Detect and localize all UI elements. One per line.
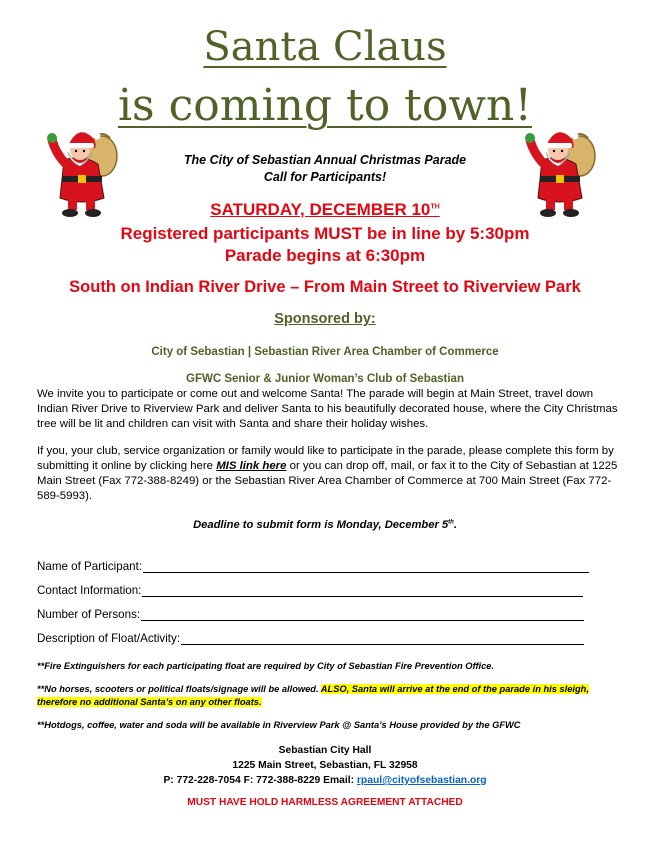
intro-line-2: Call for Participants!: [263, 170, 387, 184]
participant-name-line[interactable]: [143, 560, 589, 573]
participation-paragraph: [37, 444, 621, 504]
contact-information-line[interactable]: [142, 584, 583, 597]
deadline-period: .: [453, 519, 457, 531]
mis-link[interactable]: MIS link here: [216, 460, 287, 472]
event-times: [0, 223, 650, 267]
title-line-1: Santa Claus: [203, 24, 447, 70]
hold-harmless-notice: MUST HAVE HOLD HARMLESS AGREEMENT ATTACHED: [187, 797, 463, 808]
field-persons-label: Number of Persons:: [37, 608, 141, 621]
field-description-label: Description of Float/Activity:: [37, 632, 181, 645]
invite-paragraph: We invite you to participate or come out and welcome Santa! The parade will begin at Main Street, travel down Indian River Drive to Riverview Park and deliver Santa to his beautifully decorated house, where the City Christmas tree will be lit and children can visit with Santa and share their holiday wishes.: [37, 388, 618, 430]
note-santa-sleigh-highlight: ALSO, Santa will arrive at the end of the parade in his sleigh, therefore no additional Santa’s on any other floats.: [37, 684, 589, 707]
field-participant-name: [37, 560, 589, 573]
intro-block: [0, 152, 650, 186]
float-description-line[interactable]: [181, 632, 584, 645]
event-date-text: SATURDAY, DECEMBER 10: [210, 200, 431, 219]
contact-name: Sebastian City Hall: [278, 745, 372, 756]
event-date-suffix: TH: [430, 203, 440, 211]
sponsor-line-1: City of Sebastian | Sebastian River Area Chamber of Commerce: [151, 346, 499, 358]
participation-text-before: If you, your club, service organization or family would like to participate in the parade, please complete this form by submitting it online by clicking here: [37, 445, 614, 472]
contact-phone-fax: P: 772-228-7054 F: 772-388-8229 Email:: [163, 775, 357, 786]
contact-phones: [0, 773, 650, 788]
parade-start-time: Parade begins at 6:30pm: [224, 246, 426, 265]
field-number-of-persons: [37, 608, 584, 621]
field-float-description: [37, 632, 584, 645]
sponsors-heading: Sponsored by:: [274, 311, 376, 327]
field-contact-label: Contact Information:: [37, 584, 142, 597]
contact-email-link[interactable]: rpaul@cityofsebastian.org: [356, 775, 487, 786]
note-refreshments: **Hotdogs, coffee, water and soda will be available in Riverview Park @ Santa’s House provided by the GFWC: [37, 720, 521, 730]
number-of-persons-line[interactable]: [141, 608, 584, 621]
contact-address: 1225 Main Street, Sebastian, FL 32958: [232, 760, 418, 771]
event-date: [0, 200, 650, 220]
deadline-notice: [0, 519, 650, 531]
deadline-suffix: th: [448, 519, 454, 526]
sponsor-line-2: GFWC Senior & Junior Woman’s Club of Sebastian: [186, 373, 464, 385]
note-fire-extinguishers: **Fire Extinguishers for each participating float are required by City of Sebastian Fire Prevention Office.: [37, 661, 495, 671]
deadline-text: Deadline to submit form is Monday, December 5: [193, 519, 449, 531]
intro-line-1: The City of Sebastian Annual Christmas Parade: [183, 153, 467, 167]
title-line-2: is coming to town!: [117, 80, 533, 131]
participation-text-after: or you can drop off, mail, or fax it to the City of Sebastian at 1225 Main Street (Fax 772-388-8249) or the Sebastian River Area Chamber of Commerce at 700 Main Street (Fax 772-589-5993).: [37, 460, 618, 502]
note-no-horses-text: **No horses, scooters or political floats/signage will be allowed.: [37, 684, 321, 694]
field-contact-information: [37, 584, 583, 597]
parade-route: South on Indian River Drive – From Main Street to Riverview Park: [69, 278, 581, 296]
line-up-time: Registered participants MUST be in line by 5:30pm: [120, 224, 530, 243]
note-no-horses: [37, 683, 617, 709]
field-participant-label: Name of Participant:: [37, 560, 143, 573]
